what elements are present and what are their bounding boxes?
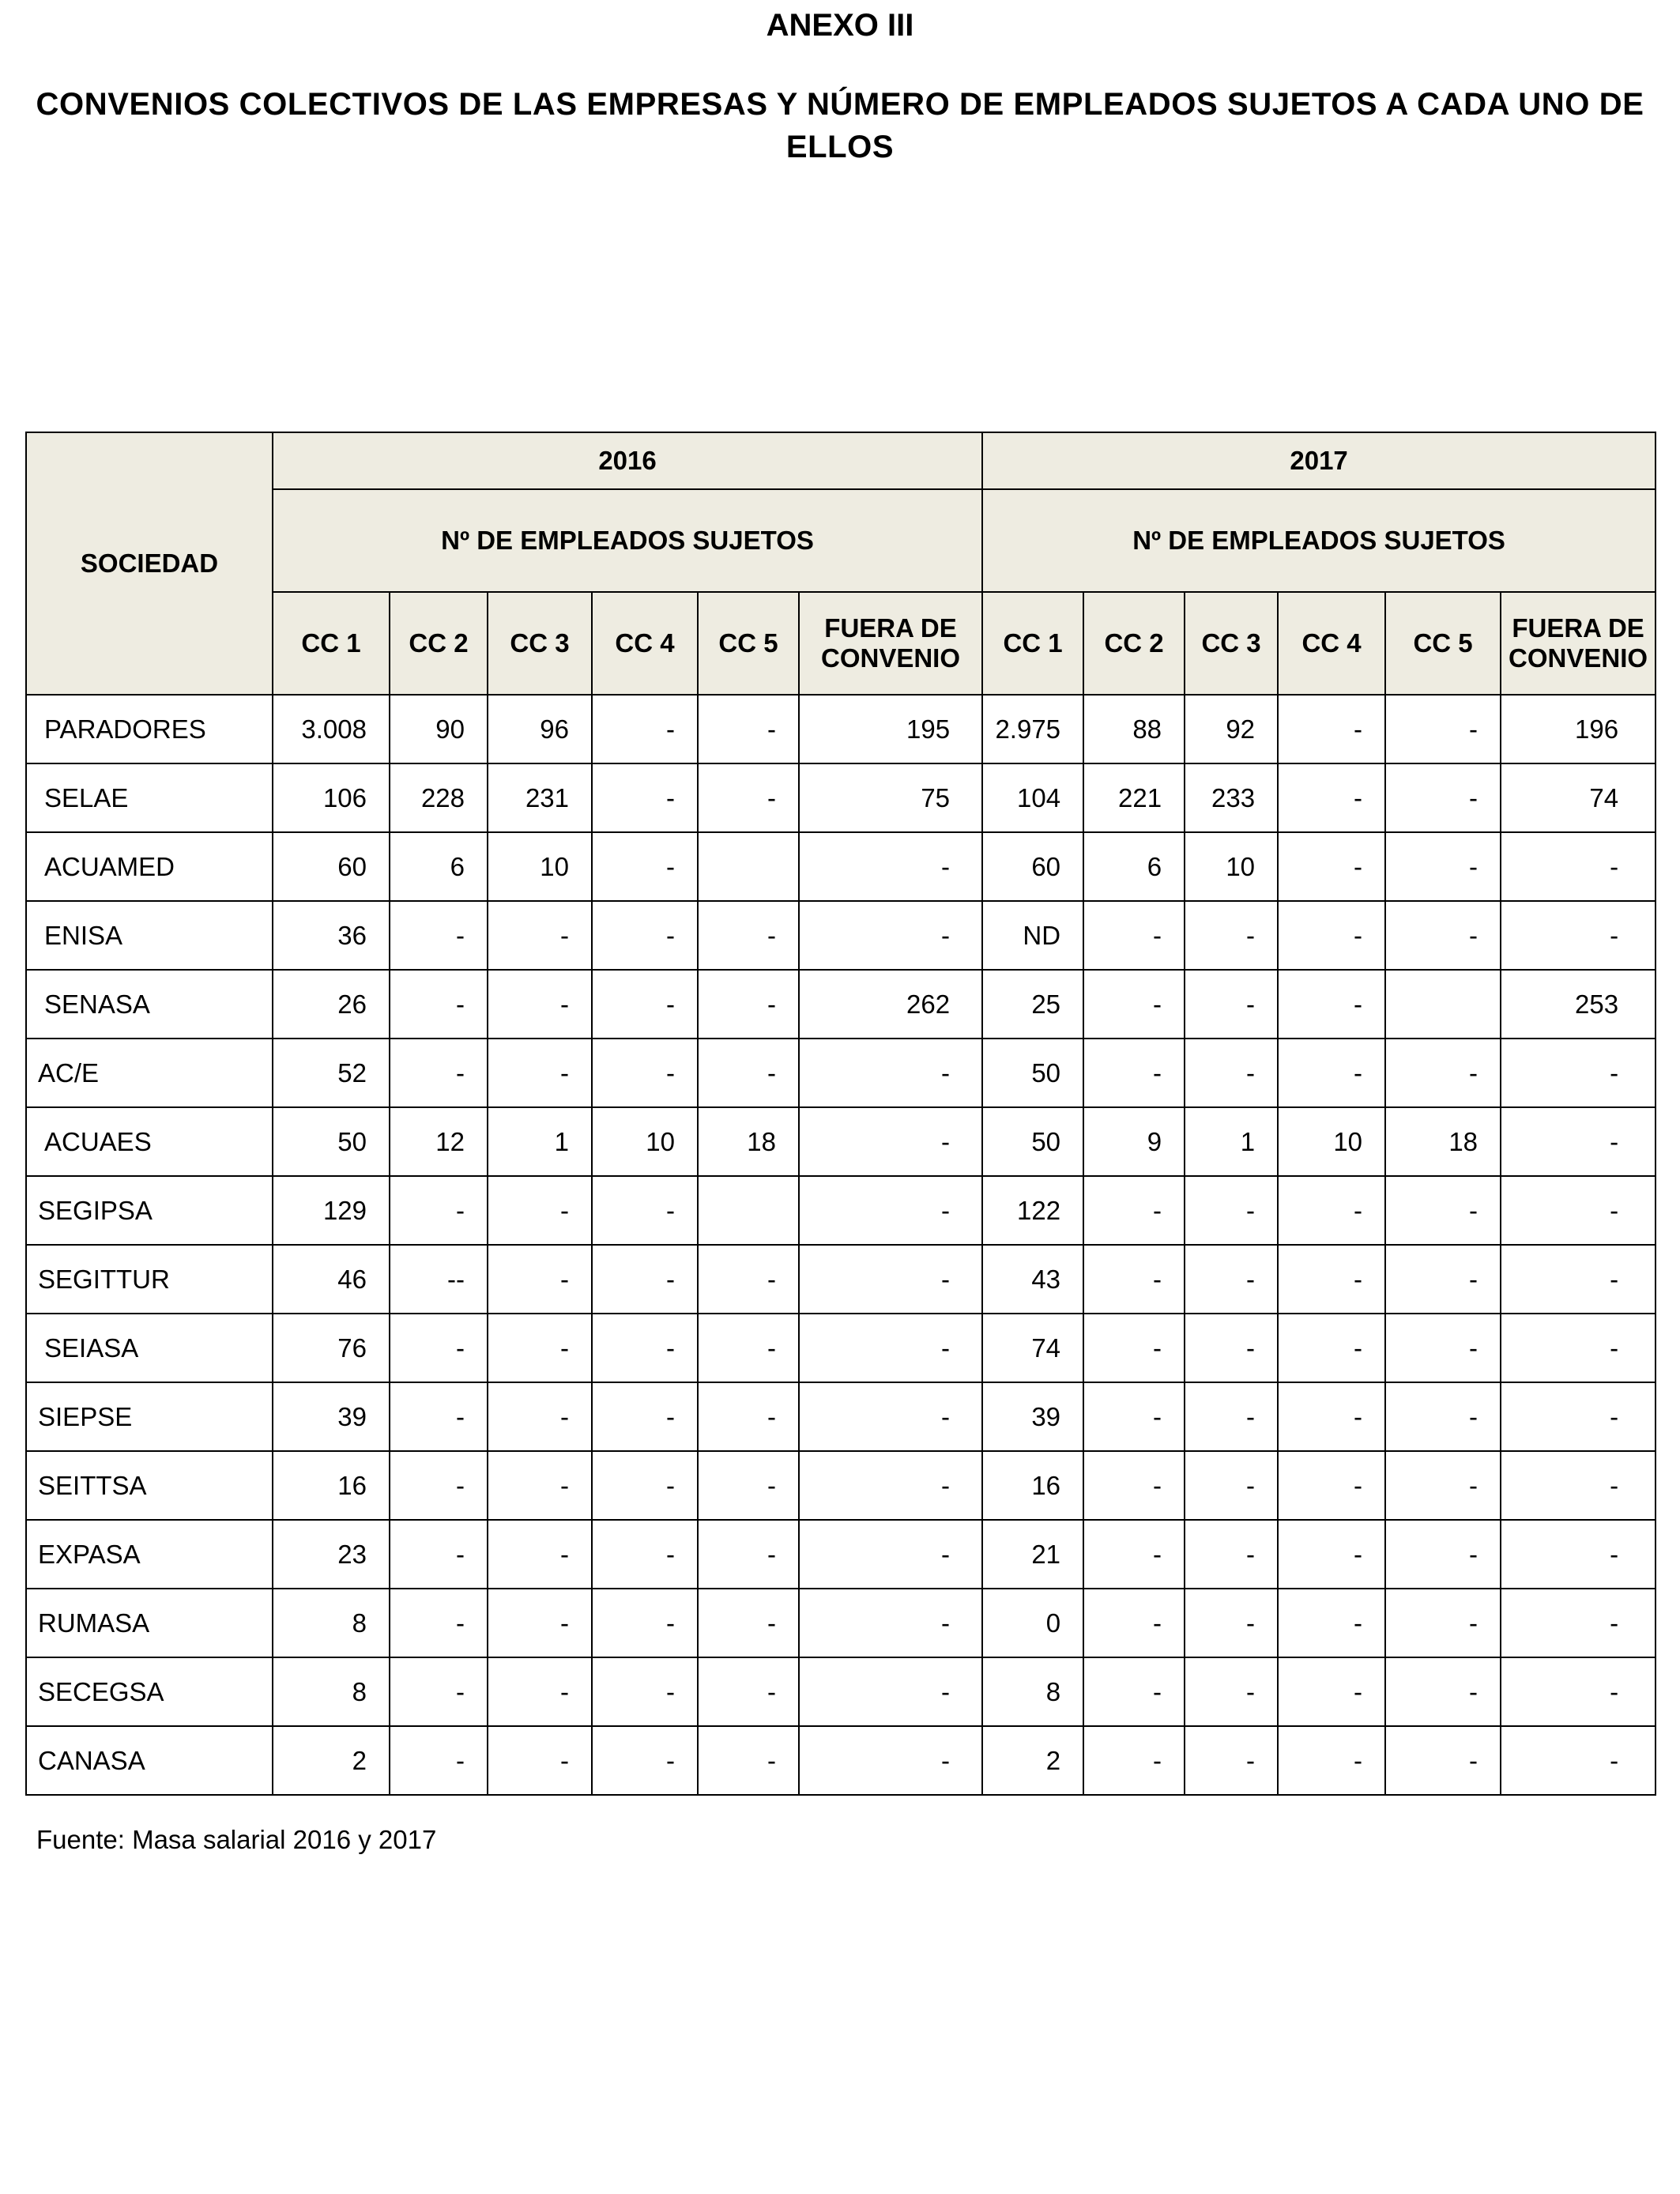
table-cell: - — [1385, 832, 1501, 901]
table-cell: - — [1185, 1589, 1278, 1657]
table-cell: - — [1185, 1039, 1278, 1107]
column-header-2016-5: CC 5 — [698, 592, 799, 695]
table-row — [26, 1176, 1656, 1245]
table-row — [26, 1589, 1656, 1657]
table-cell: - — [1185, 1176, 1278, 1245]
table-cell: 9 — [1083, 1107, 1185, 1176]
table-cell: 43 — [982, 1245, 1083, 1314]
table-cell: - — [1385, 695, 1501, 763]
table-cell: 18 — [1385, 1107, 1501, 1176]
table-cell: - — [1083, 1589, 1185, 1657]
table-cell: - — [1278, 1451, 1385, 1520]
table-cell: 92 — [1185, 695, 1278, 763]
table-cell: 10 — [1278, 1107, 1385, 1176]
table-cell: - — [1501, 1589, 1656, 1657]
table-cell: 1 — [488, 1107, 592, 1176]
table-cell: - — [799, 1039, 982, 1107]
table-cell: - — [1501, 1451, 1656, 1520]
table-cell: - — [1083, 1245, 1185, 1314]
table-cell: - — [1501, 1039, 1656, 1107]
society-name: ENISA — [26, 901, 273, 970]
table-cell — [1385, 970, 1501, 1039]
society-name: SEIASA — [26, 1314, 273, 1382]
society-name: ACUAES — [26, 1107, 273, 1176]
table-cell: 6 — [1083, 832, 1185, 901]
table-cell: 46 — [273, 1245, 390, 1314]
table-cell: - — [1385, 763, 1501, 832]
table-cell: 10 — [1185, 832, 1278, 901]
column-header-2017-4: CC 4 — [1278, 592, 1385, 695]
table-cell: - — [390, 1382, 488, 1451]
table-cell: - — [592, 1589, 698, 1657]
table-cell: 2 — [273, 1726, 390, 1795]
table-cell: 96 — [488, 695, 592, 763]
column-header-2017-3: CC 3 — [1185, 592, 1278, 695]
table-cell: - — [488, 901, 592, 970]
society-name: CANASA — [26, 1726, 273, 1795]
table-row — [26, 901, 1656, 970]
table-cell: 6 — [390, 832, 488, 901]
table-cell: 50 — [982, 1107, 1083, 1176]
society-name: AC/E — [26, 1039, 273, 1107]
table-cell: - — [698, 1451, 799, 1520]
table-cell: - — [799, 1589, 982, 1657]
table-row — [26, 763, 1656, 832]
column-header-2016-2: CC 2 — [390, 592, 488, 695]
table-cell: 221 — [1083, 763, 1185, 832]
society-name: RUMASA — [26, 1589, 273, 1657]
table-header — [26, 432, 1656, 695]
table-cell: - — [592, 970, 698, 1039]
table-cell: 88 — [1083, 695, 1185, 763]
table-cell: - — [592, 1520, 698, 1589]
table-cell: 74 — [982, 1314, 1083, 1382]
table-cell: - — [799, 1245, 982, 1314]
table-cell: - — [488, 1657, 592, 1726]
table-cell: - — [488, 1451, 592, 1520]
table-cell: - — [488, 1314, 592, 1382]
table-cell: - — [1185, 1726, 1278, 1795]
table-cell: 60 — [273, 832, 390, 901]
table-cell: - — [592, 901, 698, 970]
table-cell: - — [592, 1382, 698, 1451]
table-cell: - — [1083, 1314, 1185, 1382]
table-cell: - — [488, 1726, 592, 1795]
table-cell: - — [592, 1314, 698, 1382]
table-cell: - — [592, 832, 698, 901]
table-cell: - — [799, 1520, 982, 1589]
table-cell: - — [1185, 1520, 1278, 1589]
table-cell: - — [1501, 1245, 1656, 1314]
table-cell: - — [1278, 832, 1385, 901]
table-cell: - — [1083, 1520, 1185, 1589]
table-cell: 36 — [273, 901, 390, 970]
table-cell: - — [592, 695, 698, 763]
column-header-2017-5: CC 5 — [1385, 592, 1501, 695]
table-cell: 16 — [273, 1451, 390, 1520]
table-cell: 233 — [1185, 763, 1278, 832]
society-name: SEITTSA — [26, 1451, 273, 1520]
table-cell: - — [1083, 1039, 1185, 1107]
table-cell: - — [698, 1726, 799, 1795]
table-cell: - — [1501, 1520, 1656, 1589]
table-cell: - — [1501, 1314, 1656, 1382]
table-cell: - — [1083, 1176, 1185, 1245]
table-cell: - — [390, 1657, 488, 1726]
table-cell: 18 — [698, 1107, 799, 1176]
table-cell: - — [1278, 695, 1385, 763]
society-name: SELAE — [26, 763, 273, 832]
table-cell: - — [698, 695, 799, 763]
table-cell: - — [1185, 1451, 1278, 1520]
table-cell: - — [698, 1245, 799, 1314]
table-cell: -- — [390, 1245, 488, 1314]
table-cell: - — [799, 1657, 982, 1726]
table-cell: - — [592, 1245, 698, 1314]
table-row — [26, 1245, 1656, 1314]
table-cell: 3.008 — [273, 695, 390, 763]
table-cell: 75 — [799, 763, 982, 832]
table-cell: - — [488, 1245, 592, 1314]
table-cell: - — [698, 1657, 799, 1726]
table-cell: - — [390, 970, 488, 1039]
table-cell: - — [698, 763, 799, 832]
table-cell: 253 — [1501, 970, 1656, 1039]
table-cell: - — [1278, 1657, 1385, 1726]
table-row — [26, 1726, 1656, 1795]
table-cell: - — [1385, 1245, 1501, 1314]
column-header-2016-1: CC 1 — [273, 592, 390, 695]
employees-table — [25, 432, 1656, 1796]
table-cell: - — [1385, 1382, 1501, 1451]
table-cell: - — [592, 1657, 698, 1726]
table-cell: - — [1185, 1657, 1278, 1726]
employees-subheader-2017: Nº DE EMPLEADOS SUJETOS — [982, 489, 1656, 592]
table-cell: - — [1278, 1382, 1385, 1451]
table-cell: 76 — [273, 1314, 390, 1382]
table-cell: 195 — [799, 695, 982, 763]
table-cell: - — [1501, 832, 1656, 901]
table-cell: - — [698, 1382, 799, 1451]
table-cell: - — [1501, 901, 1656, 970]
table-cell: 8 — [273, 1589, 390, 1657]
table-cell: 52 — [273, 1039, 390, 1107]
table-cell: 231 — [488, 763, 592, 832]
table-cell: - — [592, 1176, 698, 1245]
column-header-2017-6: FUERA DE CONVENIO — [1501, 592, 1656, 695]
table-cell: - — [1385, 1726, 1501, 1795]
table-cell: 23 — [273, 1520, 390, 1589]
table-cell: - — [390, 1726, 488, 1795]
table-cell: 90 — [390, 695, 488, 763]
table-cell: - — [1185, 901, 1278, 970]
table-cell: - — [1501, 1107, 1656, 1176]
column-header-2016-4: CC 4 — [592, 592, 698, 695]
employees-subheader-2016: Nº DE EMPLEADOS SUJETOS — [273, 489, 982, 592]
table-cell: - — [1501, 1176, 1656, 1245]
source-note: Fuente: Masa salarial 2016 y 2017 — [36, 1825, 437, 1854]
column-header-2016-3: CC 3 — [488, 592, 592, 695]
table-cell: - — [390, 1451, 488, 1520]
society-name: ACUAMED — [26, 832, 273, 901]
table-cell: - — [698, 1314, 799, 1382]
table-cell: 74 — [1501, 763, 1656, 832]
table-cell: - — [1278, 1176, 1385, 1245]
column-header-2017-2: CC 2 — [1083, 592, 1185, 695]
table-cell: - — [799, 901, 982, 970]
table-cell: 8 — [273, 1657, 390, 1726]
table-cell: - — [1278, 970, 1385, 1039]
table-cell: ND — [982, 901, 1083, 970]
table-row — [26, 695, 1656, 763]
table-cell: - — [390, 1314, 488, 1382]
table-cell: - — [1501, 1382, 1656, 1451]
table-row — [26, 1314, 1656, 1382]
table-cell: 106 — [273, 763, 390, 832]
table-cell: 129 — [273, 1176, 390, 1245]
table-cell: - — [698, 1039, 799, 1107]
table-cell: 228 — [390, 763, 488, 832]
table-cell: - — [390, 901, 488, 970]
table-row — [26, 1107, 1656, 1176]
table-cell: - — [698, 1589, 799, 1657]
table-cell: 1 — [1185, 1107, 1278, 1176]
table-cell: 122 — [982, 1176, 1083, 1245]
table-cell: - — [799, 1176, 982, 1245]
table-cell: - — [488, 1382, 592, 1451]
table-cell: 262 — [799, 970, 982, 1039]
table-cell: - — [799, 1726, 982, 1795]
table-cell: - — [1278, 1726, 1385, 1795]
table-cell: - — [799, 1451, 982, 1520]
society-name: SEGITTUR — [26, 1245, 273, 1314]
table-cell: - — [698, 1520, 799, 1589]
table-cell: 50 — [982, 1039, 1083, 1107]
table-cell: - — [1385, 1451, 1501, 1520]
table-cell: - — [1278, 763, 1385, 832]
table-cell: 39 — [982, 1382, 1083, 1451]
table-cell: - — [1083, 901, 1185, 970]
annex-title: ANEXO III — [766, 8, 914, 43]
table-cell: - — [1278, 1314, 1385, 1382]
society-name: SIEPSE — [26, 1382, 273, 1451]
table-cell: - — [1278, 901, 1385, 970]
table-cell: - — [488, 970, 592, 1039]
table-cell: - — [799, 1107, 982, 1176]
table-cell: - — [1278, 1589, 1385, 1657]
society-name: SEGIPSA — [26, 1176, 273, 1245]
table-cell: 2.975 — [982, 695, 1083, 763]
table-row — [26, 1451, 1656, 1520]
table-cell — [698, 832, 799, 901]
table-cell: 2 — [982, 1726, 1083, 1795]
table-cell: - — [592, 1451, 698, 1520]
table-cell: 60 — [982, 832, 1083, 901]
table-row — [26, 970, 1656, 1039]
table-cell: - — [799, 1382, 982, 1451]
table-row — [26, 1382, 1656, 1451]
table-cell: 0 — [982, 1589, 1083, 1657]
table-cell — [698, 1176, 799, 1245]
table-cell: - — [1385, 1589, 1501, 1657]
table-row — [26, 832, 1656, 901]
column-header-2017-1: CC 1 — [982, 592, 1083, 695]
table-cell: - — [488, 1176, 592, 1245]
table-cell: - — [1385, 1520, 1501, 1589]
table-cell: 39 — [273, 1382, 390, 1451]
table-cell: - — [488, 1039, 592, 1107]
table-cell: - — [1185, 1382, 1278, 1451]
table-cell: - — [592, 763, 698, 832]
table-cell: 25 — [982, 970, 1083, 1039]
table-cell: 10 — [488, 832, 592, 901]
table-cell: 50 — [273, 1107, 390, 1176]
table-cell: - — [1185, 1245, 1278, 1314]
table-cell: - — [1278, 1245, 1385, 1314]
table-cell: - — [390, 1589, 488, 1657]
table-cell: 10 — [592, 1107, 698, 1176]
table-cell: 12 — [390, 1107, 488, 1176]
table-cell: - — [1278, 1520, 1385, 1589]
table-cell: - — [799, 832, 982, 901]
table-cell: - — [1385, 901, 1501, 970]
table-cell: - — [1083, 1451, 1185, 1520]
table-body — [26, 695, 1656, 1795]
table-cell: 21 — [982, 1520, 1083, 1589]
table-cell: - — [1385, 1657, 1501, 1726]
table-cell: 26 — [273, 970, 390, 1039]
table-cell: - — [1385, 1176, 1501, 1245]
society-name: SECEGSA — [26, 1657, 273, 1726]
table-cell: - — [488, 1589, 592, 1657]
society-name: SENASA — [26, 970, 273, 1039]
table-row — [26, 1520, 1656, 1589]
table-cell: - — [1083, 970, 1185, 1039]
table-cell: - — [592, 1039, 698, 1107]
table-cell: - — [1185, 1314, 1278, 1382]
table-cell: - — [488, 1520, 592, 1589]
table-cell: - — [1385, 1039, 1501, 1107]
table-cell: - — [1501, 1726, 1656, 1795]
society-name: EXPASA — [26, 1520, 273, 1589]
table-cell: - — [799, 1314, 982, 1382]
society-header: SOCIEDAD — [26, 432, 273, 695]
society-name: PARADORES — [26, 695, 273, 763]
table-cell: - — [1278, 1039, 1385, 1107]
table-row — [26, 1039, 1656, 1107]
table-row — [26, 1657, 1656, 1726]
table-cell: 16 — [982, 1451, 1083, 1520]
table-cell: - — [1083, 1726, 1185, 1795]
document-title: CONVENIOS COLECTIVOS DE LAS EMPRESAS Y NÚMERO DE EMPLEADOS SUJETOS A CADA UNO DE ELLOS — [36, 87, 1644, 164]
table-cell: 8 — [982, 1657, 1083, 1726]
table-cell: - — [592, 1726, 698, 1795]
year-2017-header: 2017 — [982, 432, 1656, 489]
table-cell: - — [390, 1039, 488, 1107]
table-cell: - — [1185, 970, 1278, 1039]
table-cell: - — [390, 1520, 488, 1589]
column-header-2016-6: FUERA DE CONVENIO — [799, 592, 982, 695]
table-cell: - — [1385, 1314, 1501, 1382]
table-cell: 196 — [1501, 695, 1656, 763]
table-cell: - — [390, 1176, 488, 1245]
table-cell: - — [1083, 1382, 1185, 1451]
table-cell: 104 — [982, 763, 1083, 832]
table-cell: - — [1501, 1657, 1656, 1726]
table-cell: - — [1083, 1657, 1185, 1726]
year-2016-header: 2016 — [273, 432, 982, 489]
table-cell: - — [698, 970, 799, 1039]
table-cell: - — [698, 901, 799, 970]
